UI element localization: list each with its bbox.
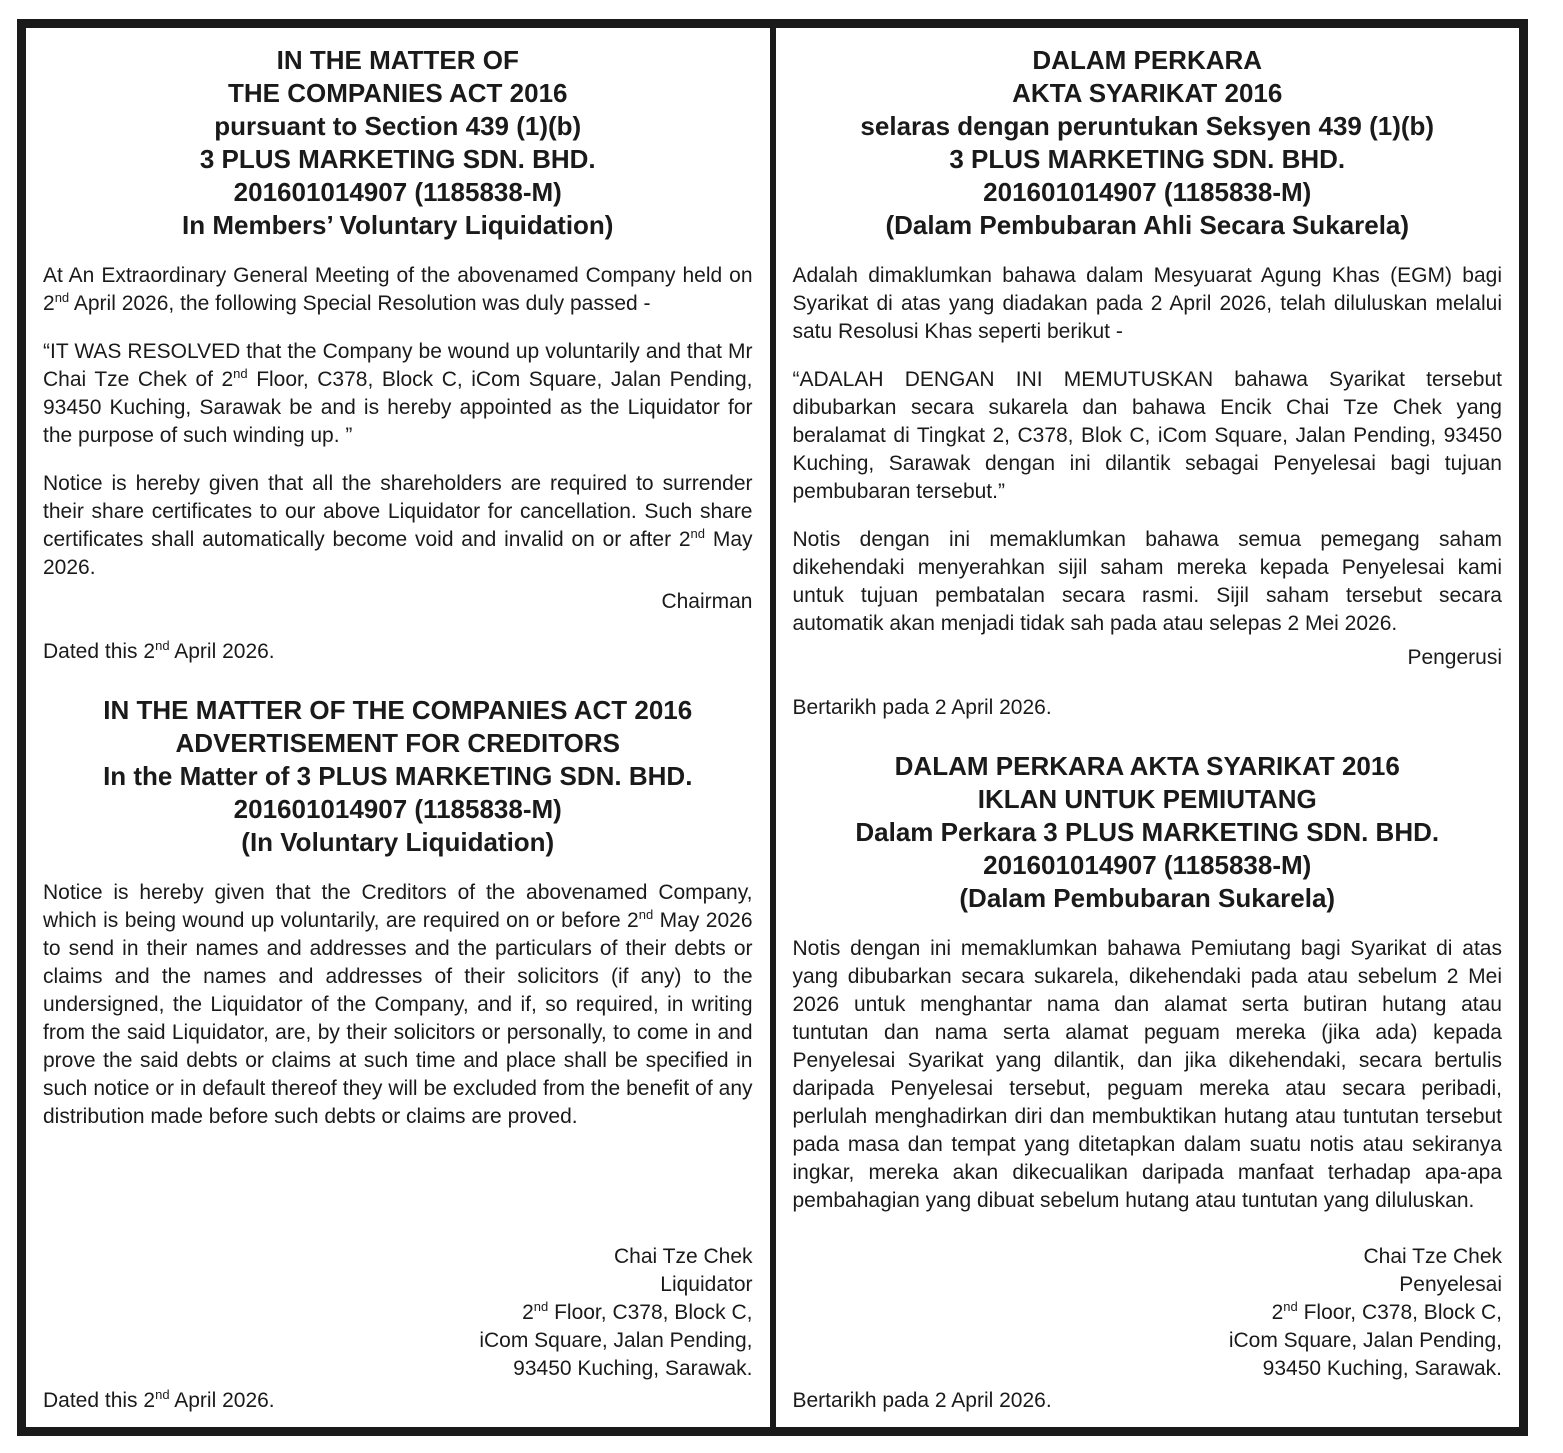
heading-line: 201601014907 (1185838-M) [983,850,1312,880]
heading-line: Dalam Perkara 3 PLUS MARKETING SDN. BHD. [855,817,1440,847]
liquidator-address-line: 93450 Kuching, Sarawak. [1262,1357,1502,1380]
heading-line: selaras dengan peruntukan Seksyen 439 (1)(b) [860,111,1435,141]
heading-line: IKLAN UNTUK PEMIUTANG [977,784,1317,814]
heading-line: 201601014907 (1185838-M) [233,177,562,207]
heading-line: IN THE MATTER OF THE COMPANIES ACT 2016 [103,695,693,725]
malay-notice-column [776,28,1520,1427]
heading-line: 201601014907 (1185838-M) [233,794,562,824]
english-notice-column [26,28,770,1427]
liquidator-address-line: 2nd Floor, C378, Block C, [1271,1299,1502,1324]
heading-line: 201601014907 (1185838-M) [983,177,1312,207]
egm-paragraph: At An Extraordinary General Meeting of the abovenamed Company held on 2nd April 2026, the following Special Resolution was duly passed - [43,264,753,315]
creditors-advertisement-heading-malay [793,750,1503,915]
liquidator-title: Liquidator [660,1273,753,1296]
heading-line: (In Voluntary Liquidation) [241,827,555,857]
members-liquidation-heading-malay [793,44,1503,242]
chairman-label-malay: Pengerusi [1407,646,1502,669]
dated-line-bottom-malay: Bertarikh pada 2 April 2026. [792,1389,1052,1412]
dated-line-bottom: Dated this 2nd April 2026. [43,1387,275,1412]
heading-line: (Dalam Pembubaran Ahli Secara Sukarela) [885,210,1410,240]
creditors-advertisement-heading [43,694,753,859]
heading-line: 3 PLUS MARKETING SDN. BHD. [199,144,596,174]
heading-line: (Dalam Pembubaran Sukarela) [959,883,1336,913]
heading-line: ADVERTISEMENT FOR CREDITORS [175,728,620,758]
liquidator-address-line: 2nd Floor, C378, Block C, [522,1299,753,1324]
resolution-paragraph: “IT WAS RESOLVED that the Company be wound up voluntarily and that Mr Chai Tze Chek of 2nd Floor, C378, Block C, iCom Square, Jalan Pending, 93450 Kuching, Sarawak be and is hereby appointed as the Liquidator for the purpose of such winding up. ” [43,340,753,447]
heading-line: DALAM PERKARA [1032,45,1263,75]
shareholders-notice-paragraph-malay: Notis dengan ini memaklumkan bahawa semua pemegang saham dikehendaki menyerahkan sijil saham mereka kepada Penyelesai kami untuk tujuan pembatalan secara rasmi. Sijil saham tersebut secara automatik akan menjadi tidak sah pada atau selepas 2 Mei 2026. [792,528,1502,635]
heading-line: In Members’ Voluntary Liquidation) [182,210,614,240]
liquidator-signature-block [43,1233,753,1383]
heading-line: THE COMPANIES ACT 2016 [227,78,568,108]
heading-line: AKTA SYARIKAT 2016 [1012,78,1283,108]
heading-line: In the Matter of 3 PLUS MARKETING SDN. BHD. [103,761,693,791]
dated-line: Dated this 2nd April 2026. [43,638,275,663]
egm-paragraph-malay: Adalah dimaklumkan bahawa dalam Mesyuarat Agung Khas (EGM) bagi Syarikat di atas yang diadakan pada 2 April 2026, telah diluluskan melalui satu Resolusi Khas seperti berikut - [792,264,1502,343]
notice-frame [17,19,1528,1436]
creditors-notice-paragraph-malay: Notis dengan ini memaklumkan bahawa Pemiutang bagi Syarikat di atas yang dibubarkan secara sukarela, dikehendaki pada atau sebelum 2 Mei 2026 untuk menghantar nama dan alamat serta butiran hutang atau tuntutan dan nama serta alamat peguam mereka (jika ada) kepada Penyelesai Syarikat yang dilantik, dan jika dikehendaki, secara bertulis daripada Penyelesai tersebut, peguam mereka atau secara peribadi, perlulah menghadirkan diri dan membuktikan hutang atau tuntutan tersebut pada masa dan tempat yang ditetapkan dalam suatu notis atau sekiranya ingkar, mereka akan dikecualikan daripada manfaat terhadap apa-apa pembahagian yang dibuat sebelum hutang atau tuntutan yang diluluskan. [792,937,1502,1212]
heading-line: pursuant to Section 439 (1)(b) [214,111,582,141]
creditors-notice-paragraph: Notice is hereby given that the Creditors of the abovenamed Company, which is being wound up voluntarily, are required on or before 2nd May 2026 to send in their names and addresses and the particulars of their debts or claims and the names and addresses of their solicitors (if any) to the undersigned, the Liquidator of the Company, and if, so required, in writing from the said Liquidator, are, by their solicitors or personally, to come in and prove the said debts or claims at such time and place shall be specified in such notice or in default thereof they will be excluded from the benefit of any distribution made before such debts or claims are proved. [43,881,753,1128]
shareholders-notice-paragraph: Notice is hereby given that all the shareholders are required to surrender their share certificates to our above Liquidator for cancellation. Such share certificates shall automatically become void and invalid on or after 2nd May 2026. [43,472,753,579]
liquidator-address-line: iCom Square, Jalan Pending, [1228,1329,1502,1352]
liquidator-name: Chai Tze Chek [613,1245,753,1268]
resolution-paragraph-malay: “ADALAH DENGAN INI MEMUTUSKAN bahawa Syarikat tersebut dibubarkan secara sukarela dan bahawa Encik Chai Tze Chek yang beralamat di Tingkat 2, C378, Blok C, iCom Square, Jalan Pending, 93450 Kuching, Sarawak dengan ini dilantik sebagai Penyelesai bagi tujuan pembubaran tersebut.” [792,368,1502,503]
heading-line: 3 PLUS MARKETING SDN. BHD. [949,144,1346,174]
heading-line: IN THE MATTER OF [276,45,519,75]
members-liquidation-heading [43,44,753,242]
liquidator-address-line: iCom Square, Jalan Pending, [479,1329,753,1352]
dated-line-malay: Bertarikh pada 2 April 2026. [792,696,1052,719]
liquidator-name: Chai Tze Chek [1363,1245,1502,1268]
chairman-label: Chairman [661,590,753,613]
liquidator-title: Penyelesai [1399,1273,1502,1296]
heading-line: DALAM PERKARA AKTA SYARIKAT 2016 [894,751,1400,781]
liquidator-address-line: 93450 Kuching, Sarawak. [513,1357,753,1380]
liquidator-signature-block-malay [793,1233,1503,1383]
